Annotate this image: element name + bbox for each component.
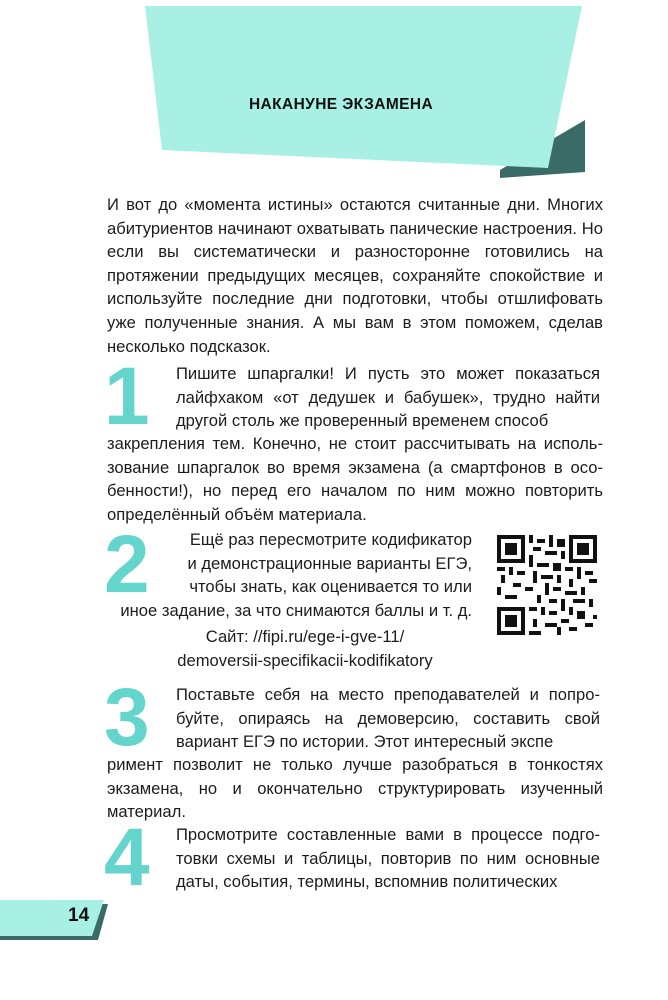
fipi-site-link[interactable] [150, 625, 460, 672]
tip-number-2: 2 [104, 519, 150, 610]
qr-code[interactable] [497, 535, 597, 635]
tip-2-text: Ещё раз пересмотрите кодификатор и демонстрационные варианты ЕГЭ, чтобы знать, как оценивается то или [187, 530, 472, 597]
tip-2-text-continued: иное задание, за что снимаются баллы и т. д. [120, 601, 472, 620]
tip-1-text-continued: закрепления тем. Конечно, не стоит рассчитывать на использование шпаргалок во время экзамена (а смартфонов в особенности!), но перед его началом по ним можно повторить определённый объём материала. [107, 434, 603, 524]
tip-1-text: Пишите шпаргалки! И пусть это может показаться лайфхаком «от дедушек и бабушек», трудно найти другой столь же проверенный временем способ [176, 364, 600, 431]
tip-number-1: 1 [104, 351, 150, 442]
tip-4-text: Просмотрите составленные вами в процессе подготовки схемы и таблицы, повторив по ним основные даты, события, термины, вспомнив политических [176, 825, 600, 892]
intro-paragraph: И вот до «момента истины» остаются считанные дни. Многих абитуриентов начинают охватывать панические настроения. Но если вы систематически и разносторонне готовились на протяжении предыдущих месяцев, сохраняйте спокойствие и используйте последние дни подготовки, чтобы отшлифовать уже полученные знания. А мы вам в этом поможем, сделав несколько подсказок. [107, 195, 603, 356]
tip-number-3: 3 [104, 672, 150, 763]
tip-3-text: Поставьте себя на место преподавателей и попробуйте, опираясь на демоверсию, составить свой вариант ЕГЭ по истории. Этот интересный экспе [176, 685, 600, 752]
page-title: НАКАНУНЕ ЭКЗАМЕНА [248, 96, 434, 113]
site-line-2: demoversii-specifikacii-kodifikatory [177, 650, 433, 670]
tip-number-4: 4 [104, 812, 150, 903]
page-number: 14 [68, 905, 90, 926]
tip-3-text-continued: римент позволит не только лучше разобраться в тонкостях экзамена, но и окончательно структурировать изученный материал. [107, 755, 603, 822]
header-banner [0, 0, 668, 180]
page-number-tab [0, 900, 110, 944]
site-line-1: Сайт: //fipi.ru/ege-i-gve-11/ [205, 627, 405, 646]
